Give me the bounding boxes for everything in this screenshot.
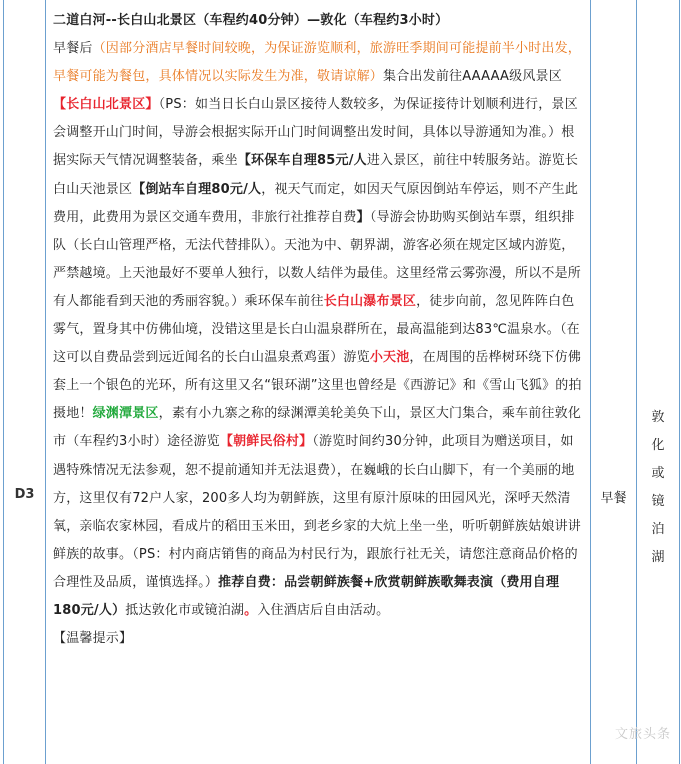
day-label: D3: [14, 487, 35, 502]
text-segment: ，视天气而定，如因天气原因倒站车停运，则不产生此费用，此费用为景区交通车费用，非旅行社推荐自费: [53, 181, 579, 225]
meal-column: [591, 0, 637, 764]
itinerary-content-cell: [45, 0, 591, 764]
hotel-char: 镜: [651, 494, 665, 509]
hotel-char: 泊: [651, 522, 665, 537]
scenic-spot-name: 长白山瀑布景区: [323, 293, 417, 309]
hotel-char: 湖: [651, 550, 665, 565]
text-segment: 进入景区，前往中转服务站。游览长白山天池景区: [53, 153, 579, 197]
text-segment: （PS：如当日长白山景区接待人数较多，为保证接待计划顺利进行，景区会调整开山门时间，导游会根据实际开山门时间调整出发时间，具体以导游通知为准。）根据实际天气情况调整装备，乘坐: [53, 97, 578, 169]
red-period: 。: [244, 602, 258, 618]
scenic-spot-name: 【长白山北景区】: [53, 97, 159, 113]
itinerary-paragraph: [53, 35, 583, 625]
text-segment: 抵达敦化市或镜泊湖: [125, 602, 245, 618]
text-segment: （导游会协助购买倒站车票，组织排队（长白山管理严格，无法代替排队）。天池为中、朝界湖，游客必须在规定区域内游览，严禁越境。上天池最好不要单人独行，以数人结伴为最佳。这里经常云雾弥漫，所以不是所有人都能看到天池的秀丽容貌。）乘环保车前往: [53, 209, 582, 309]
text-segment: （游览时间约30分钟，此项目为赠送项目，如遇特殊情况无法参观，恕不提前通知并无法退费），在巍峨的长白山脚下，有一个美丽的地方，这里仅有72户人家，200多人均为朝鲜族，这里有原汁原味的田园风光，深呼天然清氧，亲临农家林园，看成片的稻田玉米田，到老乡家的大炕上坐一坐，听听朝鲜族姑娘讲讲鲜族的故事。（PS：村内商店销售的商品为村民行为，跟旅行社无关，请您注意商品价格的合理性及品质，谨慎选择。）: [53, 434, 582, 590]
itinerary-text: [53, 7, 583, 653]
route-title: 二道白河--长白山北景区（车程约40分钟）—敦化（车程约3小时）: [53, 13, 449, 28]
transfer-bus-fee: 【倒站车自理80元/人: [132, 181, 262, 197]
scenic-spot-name: 【朝鲜民俗村】: [219, 434, 313, 450]
text-segment: ，徒步向前，忽见阵阵白色雾气，置身其中仿佛仙境，没错这里是长白山温泉群所在，最高温能到达83℃温泉水。（在这可以自费品尝到远近闻名的长白山温泉煮鸡蛋）游览: [53, 293, 580, 366]
breakfast-note: （因部分酒店早餐时间较晚，为保证游览顺利，旅游旺季期间可能提前半小时出发，早餐可能为餐包，具体情况以实际发生为准，敬请谅解）: [53, 41, 582, 85]
warm-tips-heading: 【温馨提示】: [53, 631, 133, 647]
text-segment: 集合出发前往AAAAA级风景区: [383, 69, 562, 85]
text-segment: ，素有小九寨之称的绿渊潭美轮美奂下山，景区大门集合，乘车前往敦化市（车程约3小时）途径游览: [53, 406, 582, 450]
hotel-char: 化: [651, 438, 665, 453]
text-segment: 入住酒店后自由活动。: [257, 602, 390, 618]
hotel-char: 或: [651, 466, 665, 481]
hotel-label: [637, 404, 679, 572]
scenic-spot-name: 小天池: [369, 350, 410, 366]
optional-expense: 推荐自费：品尝朝鲜族餐+欣赏朝鲜族歌舞表演（费用自理180元/人）: [53, 574, 560, 618]
meal-label: 早餐: [600, 491, 627, 506]
shuttle-fee: 【环保车自理85元/人: [237, 153, 367, 169]
day-column: [3, 0, 46, 764]
watermark: 文旅头条: [614, 727, 671, 742]
bracket-close: 】: [356, 209, 370, 225]
hotel-char: 敦: [651, 410, 665, 425]
scenic-spot-name: 绿渊潭景区: [92, 406, 159, 422]
text-segment: 早餐后: [53, 41, 93, 57]
text-segment: ，在周围的岳桦树环绕下仿佛套上一个银色的光环，所有这里又名“银环湖”这里也曾经是《西游记》和《雪山飞狐》的拍摄地！: [53, 350, 582, 422]
hotel-column: [637, 0, 680, 764]
